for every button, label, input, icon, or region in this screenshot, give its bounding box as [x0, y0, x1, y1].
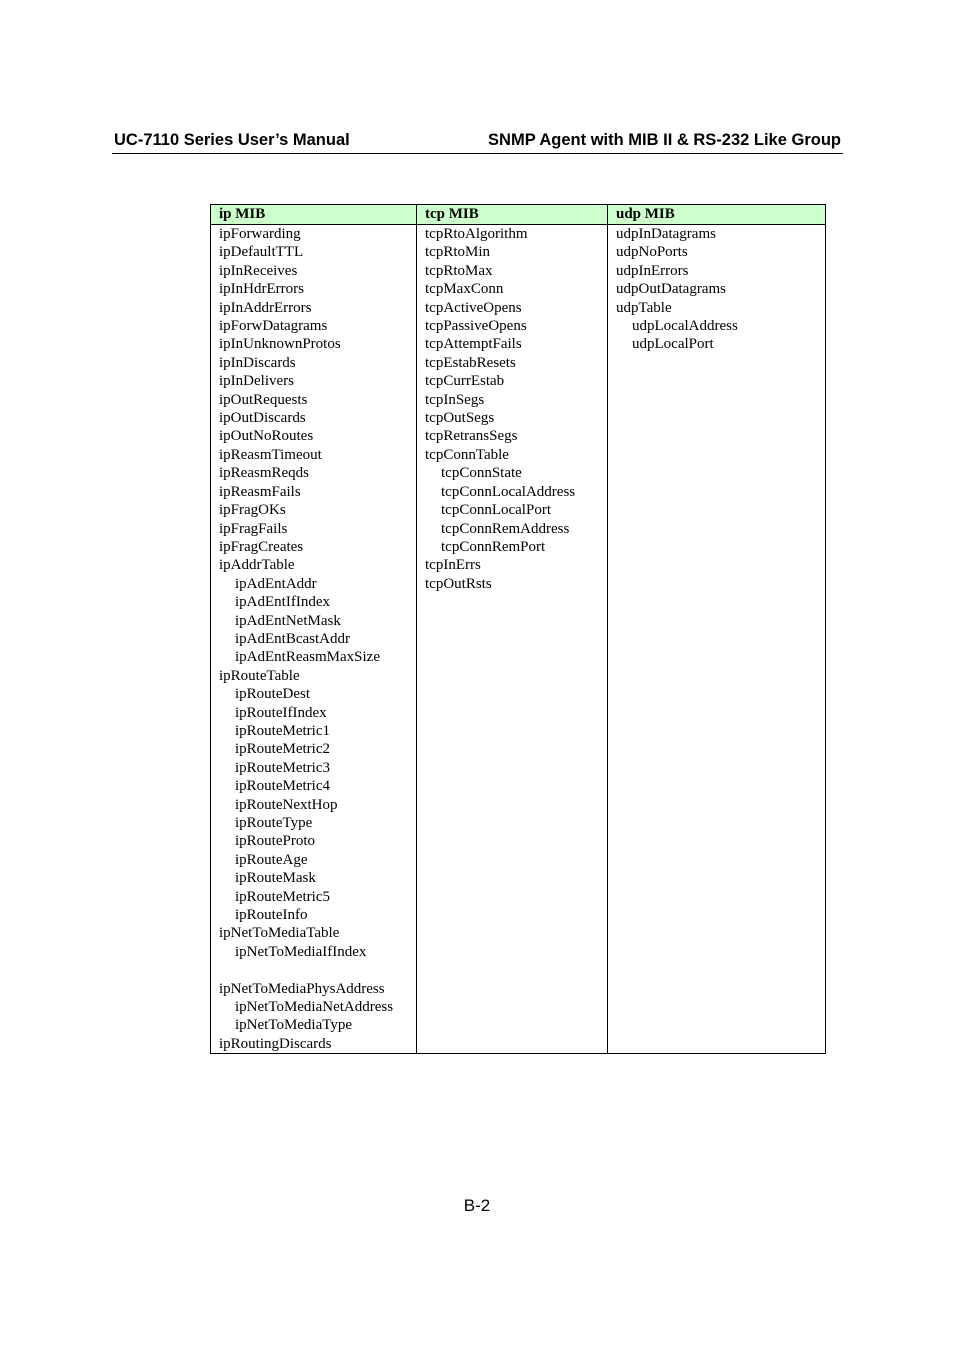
page-header: [112, 131, 843, 154]
list-item: ipRouteProto: [235, 833, 316, 850]
list-item: ipInAddrErrors: [219, 299, 312, 316]
list-item: ipRouteDest: [235, 686, 310, 703]
list-item: tcpOutRsts: [425, 575, 492, 592]
list-item: tcpOutSegs: [425, 410, 495, 427]
list-item: ipInDiscards: [219, 354, 296, 371]
list-item: udpLocalPort: [632, 336, 714, 353]
list-item: ipOutNoRoutes: [219, 428, 314, 445]
column-header-udp-mib: udp MIB: [608, 205, 826, 225]
list-item: ipNetToMediaIfIndex: [235, 943, 367, 960]
list-item: ipAdEntAddr: [235, 575, 317, 592]
list-item: ipRouteMetric4: [235, 778, 330, 795]
list-item: tcpInSegs: [425, 391, 485, 408]
page-number: B-2: [463, 1196, 491, 1215]
list-item: ipDefaultTTL: [219, 244, 304, 261]
list-item: ipRouteMetric5: [235, 888, 330, 905]
list-item: ipReasmReqds: [219, 465, 309, 482]
list-item: tcpConnLocalPort: [441, 502, 551, 519]
table-header-row: [211, 205, 826, 225]
list-item: ipOutRequests: [219, 391, 308, 408]
list-item: udpInErrors: [616, 262, 689, 279]
tcp-mib-cell: [417, 225, 608, 1054]
table-row: [211, 225, 826, 1054]
list-item: tcpRtoMax: [425, 262, 493, 279]
list-item: tcpActiveOpens: [425, 299, 522, 316]
list-item: udpOutDatagrams: [616, 281, 726, 298]
list-item: udpNoPorts: [616, 244, 688, 261]
list-item: ipOutDiscards: [219, 410, 306, 427]
ip-mib-cell: [211, 225, 417, 1054]
list-item: tcpRtoAlgorithm: [425, 226, 528, 242]
column-header-ip-mib: ip MIB: [211, 205, 417, 225]
list-item: ipAdEntIfIndex: [235, 594, 330, 611]
list-item: tcpRtoMin: [425, 244, 491, 261]
list-item: tcpMaxConn: [425, 281, 504, 298]
list-item: ipAdEntNetMask: [235, 612, 341, 629]
list-item: ipRouteTable: [219, 667, 300, 684]
list-item: ipReasmFails: [219, 483, 301, 500]
list-item: ipInReceives: [219, 262, 298, 279]
udp-mib-cell: [608, 225, 826, 1054]
list-item: ipRoutingDiscards: [219, 1035, 332, 1052]
list-item: ipFragCreates: [219, 538, 304, 555]
list-item: ipAdEntBcastAddr: [235, 630, 350, 647]
list-item: tcpRetransSegs: [425, 428, 518, 445]
list-item: ipRouteType: [235, 815, 313, 831]
list-item: tcpInErrs: [425, 557, 481, 574]
list-item: ipReasmTimeout: [219, 446, 322, 463]
list-item: ipNetToMediaNetAddress: [235, 999, 394, 1016]
list-item: udpInDatagrams: [616, 226, 716, 242]
list-item: ipFragFails: [219, 520, 288, 537]
ip-mib-list: [219, 225, 416, 1053]
list-item: ipRouteAge: [235, 851, 308, 868]
column-header-tcp-mib: tcp MIB: [417, 205, 608, 225]
list-item: tcpPassiveOpens: [425, 318, 527, 335]
list-item: tcpConnRemAddress: [441, 520, 570, 537]
list-item: ipNetToMediaType: [235, 1017, 353, 1034]
list-item: ipRouteInfo: [235, 907, 308, 924]
list-item: ipRouteIfIndex: [235, 704, 327, 721]
list-item: ipNetToMediaTable: [219, 925, 340, 942]
list-item: tcpConnRemPort: [441, 538, 546, 555]
list-item: ipInDelivers: [219, 373, 294, 390]
list-item: ipRouteMetric1: [235, 722, 330, 739]
list-item: ipInUnknownProtos: [219, 336, 341, 353]
list-item: ipAdEntReasmMaxSize: [235, 649, 380, 666]
list-item: tcpAttemptFails: [425, 336, 522, 353]
list-item: tcpEstabResets: [425, 354, 516, 371]
list-item: tcpConnTable: [425, 446, 509, 463]
tcp-mib-list: [425, 225, 607, 593]
list-item: ipAddrTable: [219, 557, 295, 574]
list-item: ipFragOKs: [219, 502, 286, 519]
list-item: ipForwDatagrams: [219, 318, 328, 335]
list-item: ipRouteMetric3: [235, 759, 330, 776]
list-item: ipNetToMediaPhysAddress: [219, 980, 385, 997]
list-item: ipForwarding: [219, 226, 301, 242]
list-item: udpLocalAddress: [632, 318, 738, 335]
list-item: ipRouteNextHop: [235, 796, 338, 813]
list-item: tcpCurrEstab: [425, 373, 505, 390]
list-item: udpTable: [616, 299, 672, 316]
mib-table: [210, 204, 826, 1054]
list-item: tcpConnLocalAddress: [441, 483, 576, 500]
list-item: ipInHdrErrors: [219, 281, 304, 298]
manual-title: UC-7110 Series User’s Manual: [114, 131, 350, 149]
list-item: ipRouteMask: [235, 870, 316, 887]
list-item: ipRouteMetric2: [235, 741, 330, 758]
section-title: SNMP Agent with MIB II & RS-232 Like Group: [488, 131, 841, 149]
list-item: [219, 961, 416, 979]
list-item: tcpConnState: [441, 465, 522, 482]
udp-mib-list: [616, 225, 825, 354]
